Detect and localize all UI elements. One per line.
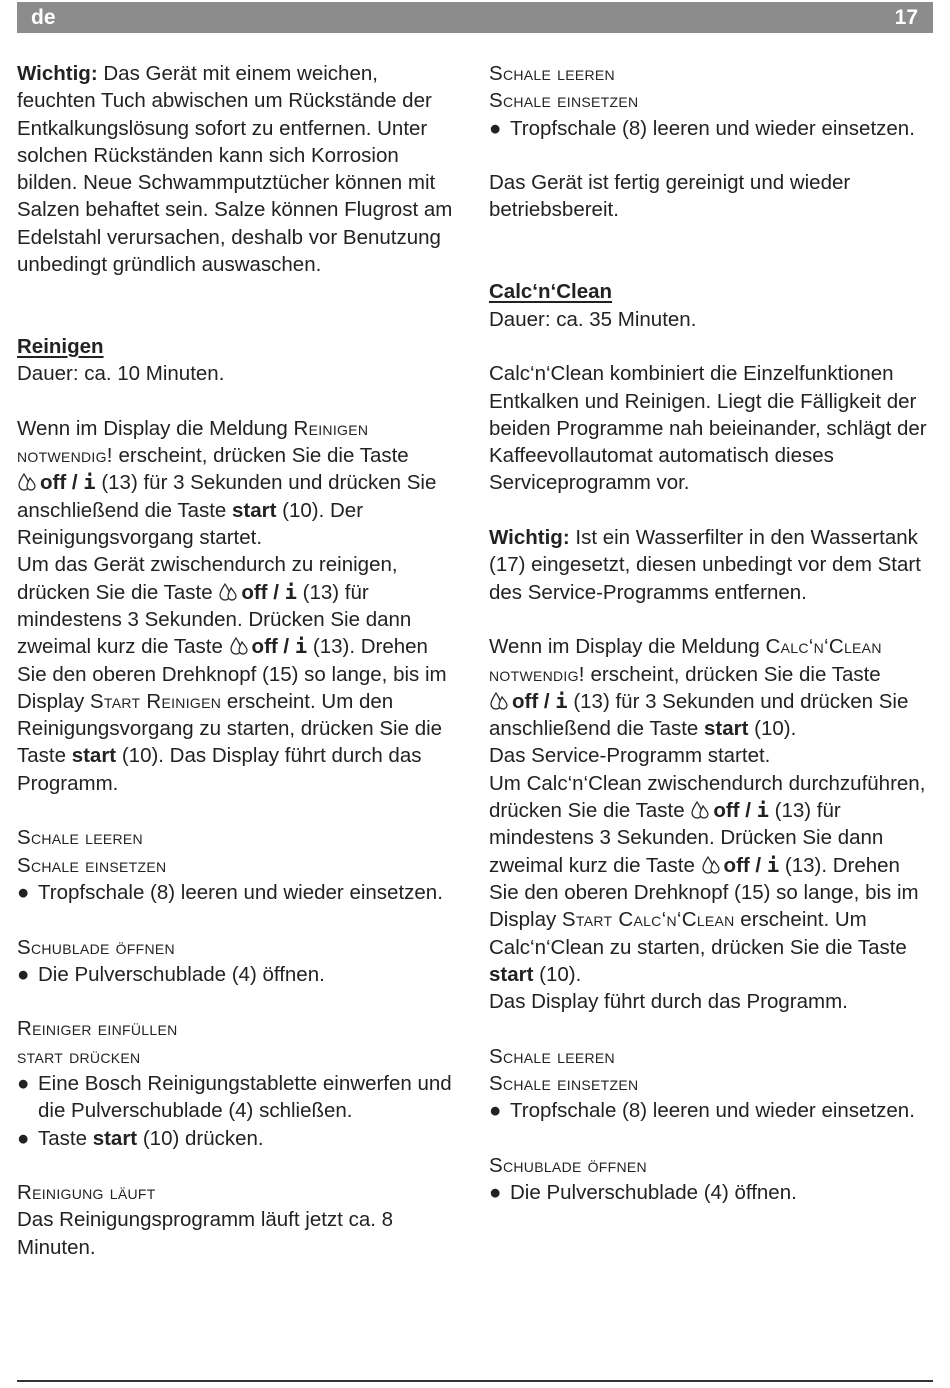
list-item: ● Die Pulverschublade (4) öffnen. bbox=[489, 1181, 797, 1205]
display-message: Schale leeren bbox=[489, 1044, 615, 1068]
section-heading-calcnclean: Calc‘n‘Clean bbox=[489, 280, 613, 304]
list-item: ● Taste start (10) drücken. bbox=[17, 1126, 264, 1150]
display-message: Schublade öffnen bbox=[17, 935, 175, 959]
display-message: Schale einsetzen bbox=[17, 853, 167, 877]
display-message: Schale leeren bbox=[489, 62, 615, 85]
important-note: Wichtig: Ist ein Wasserfilter in den Wassertank (17) eingesetzt, diesen unbedingt vor dem Start des Service-Programms entfernen. bbox=[489, 526, 921, 604]
display-message: Schale leeren bbox=[17, 826, 143, 850]
off-info-button-ref: off / i bbox=[218, 581, 297, 604]
list-item: ● Tropfschale (8) leeren und wieder einsetzen. bbox=[489, 1099, 915, 1123]
list-item: ● Tropfschale (8) leeren und wieder einsetzen. bbox=[17, 880, 443, 904]
off-info-button-ref: off / i bbox=[690, 799, 769, 822]
instructions-paragraph: Wenn im Display die Meldung Calc‘n‘Clean notwendig! erscheint, drücken Sie die Taste off / i (13) für 3 Sekunden und drücken Sie anschließend die Taste start (10). Das Service-Programm startet. Um Calc‘n‘Clean zwischendurch durchzuführen, drücken Sie die Taste off / i (13) für mindestens 3 Sekunden. Drücken Sie dann zweimal kurz die Taste off / i (13). Drehen Sie den oberen Drehknopf (15) so lange, bis im Display Start Calc‘n‘Clean erscheint. Um Calc‘n‘Clean zu starten, drücken Sie die Taste start (10). Das Display führt durch das Programm. bbox=[489, 635, 926, 1014]
off-info-button-ref: off / i bbox=[17, 471, 96, 494]
drop-icon bbox=[17, 472, 37, 492]
off-info-button-ref: off / i bbox=[701, 854, 780, 877]
important-note: Wichtig: Das Gerät mit einem weichen, feuchten Tuch abwischen um Rückstände der Entkalkungslösung sofort zu entfernen. Unter solchen Rückständen kann sich Korrosion bilden. Neue Schwammputztücher können mit Salzen behaftet sein. Salze können Flugrost am Edelstahl verursachen, deshalb vor Benutzung unbedingt gründlich auswaschen. bbox=[17, 62, 453, 277]
drop-icon bbox=[218, 582, 238, 602]
section-heading-reinigen: Reinigen bbox=[17, 334, 104, 358]
left-column bbox=[17, 60, 462, 1261]
paragraph: Calc‘n‘Clean kombiniert die Einzelfunktionen Entkalken und Reinigen. Liegt die Fälligkeit der beiden Programme nah beieinander, schlägt der Kaffeevollautomat automatisch dieses Serviceprogramm vor. bbox=[489, 362, 927, 495]
right-column bbox=[489, 60, 934, 1206]
drop-icon bbox=[229, 636, 249, 656]
display-message: start drücken bbox=[17, 1044, 141, 1068]
page-number: 17 bbox=[894, 6, 918, 29]
drop-icon bbox=[690, 800, 710, 820]
display-message: Schublade öffnen bbox=[489, 1153, 647, 1177]
list-item: ● Tropfschale (8) leeren und wieder einsetzen. bbox=[489, 116, 915, 140]
paragraph: Das Gerät ist fertig gereinigt und wieder betriebsbereit. bbox=[489, 171, 851, 222]
display-message: Schale einsetzen bbox=[489, 89, 639, 113]
duration: Dauer: ca. 35 Minuten. bbox=[489, 307, 697, 331]
duration: Dauer: ca. 10 Minuten. bbox=[17, 362, 225, 386]
instructions-paragraph: Wenn im Display die Meldung Reinigen notwendig! erscheint, drücken Sie die Taste off / i (13) für 3 Sekunden und drücken Sie anschließend die Taste start (10). Der Reinigungsvorgang startet. Um das Gerät zwischendurch zu reinigen, drücken Sie die Taste off / i (13) für mindestens 3 Sekunden. Drücken Sie dann zweimal kurz die Taste off / i (13). Drehen Sie den oberen Drehknopf (15) so lange, bis im Display Start Reinigen erscheint. Um den Reinigungsvorgang zu starten, drücken Sie die Taste start (10). Das Display führt durch das Programm. bbox=[17, 416, 447, 795]
drop-icon bbox=[701, 855, 721, 875]
display-message: Reinigung läuft bbox=[17, 1181, 156, 1205]
off-info-button-ref: off / i bbox=[489, 690, 568, 713]
drop-icon bbox=[489, 691, 509, 711]
display-message: Reiniger einfüllen bbox=[17, 1017, 178, 1041]
off-info-button-ref: off / i bbox=[229, 635, 308, 658]
display-message: Schale einsetzen bbox=[489, 1071, 639, 1095]
list-item: ● Die Pulverschublade (4) öffnen. bbox=[17, 962, 325, 986]
footer-rule bbox=[17, 1380, 933, 1382]
page-header bbox=[17, 2, 933, 33]
list-item: ● Eine Bosch Reinigungstablette einwerfen und die Pulverschublade (4) schließen. bbox=[17, 1071, 452, 1123]
paragraph: Das Reinigungsprogramm läuft jetzt ca. 8 Minuten. bbox=[17, 1208, 394, 1259]
language-code: de bbox=[31, 6, 56, 29]
